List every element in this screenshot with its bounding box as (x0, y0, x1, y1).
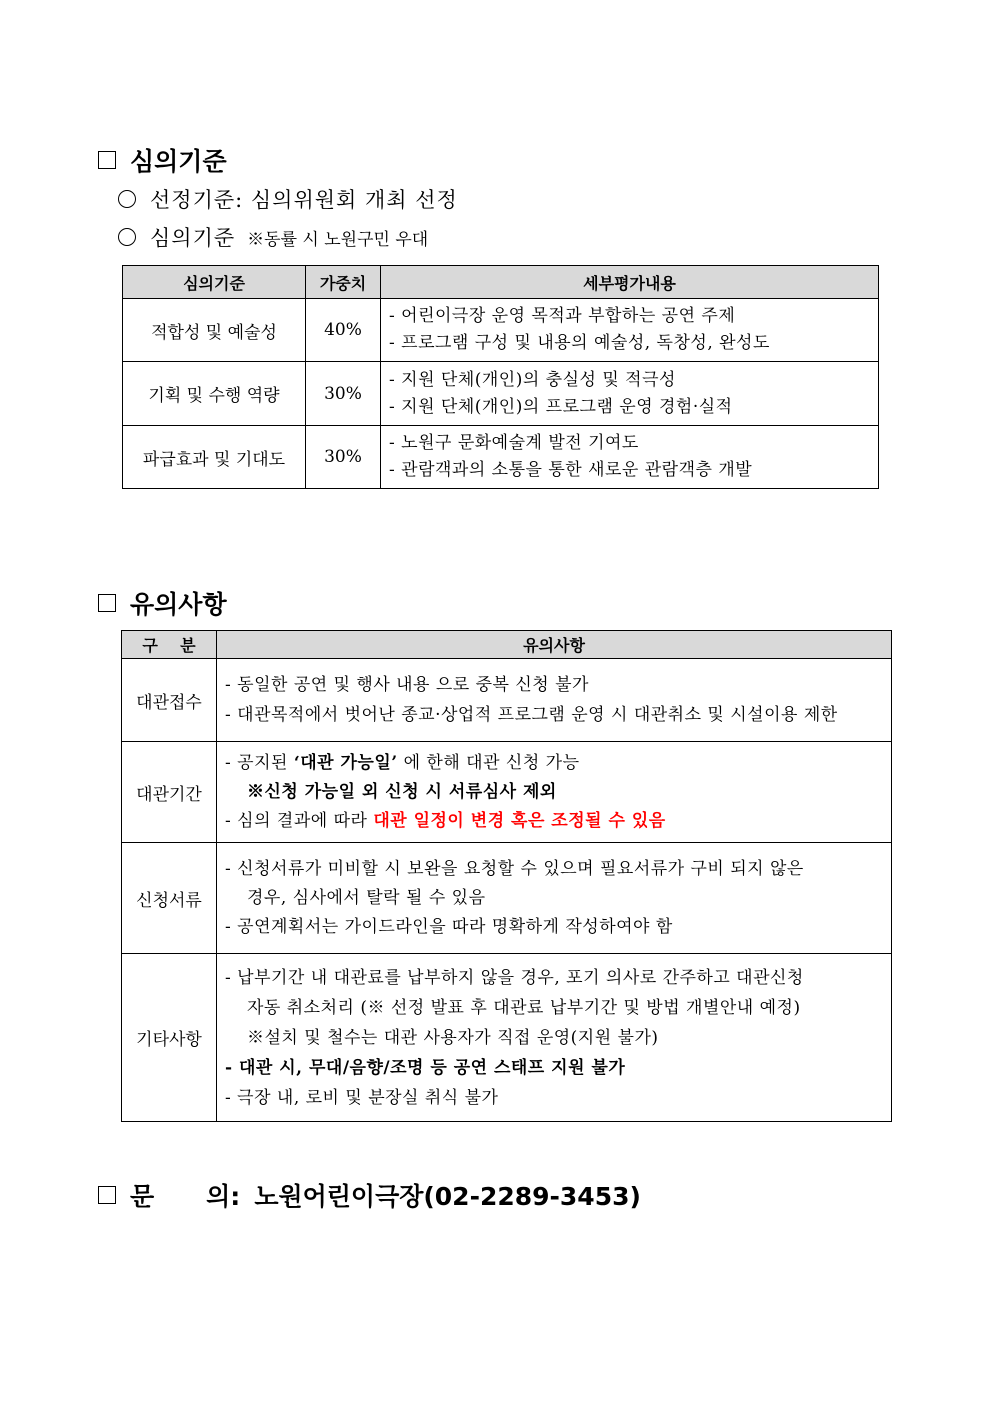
circle-bullet-icon (118, 190, 136, 208)
notice-line: - 대관목적에서 벗어난 종교·상업적 프로그램 운영 시 대관취소 및 시설이용 제한 (225, 705, 838, 725)
detail-line: - 지원 단체(개인)의 충실성 및 적극성 (389, 369, 676, 390)
criteria-bullet-1 (118, 184, 458, 214)
detail-line: - 어린이극장 운영 목적과 부합하는 공연 주제 (389, 306, 736, 326)
table-row (123, 426, 879, 489)
notice-text: 에 한해 대관 신청 가능 (397, 752, 580, 773)
category-cell: 기타사항 (122, 954, 217, 1122)
notice-details-cell (217, 954, 892, 1122)
detail-line: - 노원구 문화예술계 발전 기여도 (389, 433, 639, 453)
detail-line: - 프로그램 구성 및 내용의 예술성, 독창성, 완성도 (389, 333, 770, 353)
header-cell: 가중치 (306, 266, 381, 299)
criteria-table (122, 265, 879, 489)
table-row (123, 362, 879, 426)
notice-line: - 극장 내, 로비 및 분장실 취식 불가 (225, 1087, 499, 1108)
weight-cell: 30% (306, 362, 381, 426)
checkbox-icon (98, 151, 116, 169)
notice-text: - 공지된 (225, 752, 294, 773)
table-row (122, 954, 892, 1122)
notice-heading-text: 유의사항 (130, 590, 227, 619)
detail-line: - 관람객과의 소통을 통한 새로운 관람객층 개발 (389, 460, 753, 480)
table-row (122, 742, 892, 843)
category-cell: 신청서류 (122, 843, 217, 954)
details-cell (381, 426, 879, 489)
checkbox-icon (98, 594, 116, 612)
contact-label-b: 의: (206, 1182, 241, 1211)
category-cell: 대관접수 (122, 659, 217, 742)
notice-line: - 납부기간 내 대관료를 납부하지 않을 경우, 포기 의사로 간주하고 대관신청 (225, 967, 804, 988)
notice-heading (98, 585, 227, 621)
notice-line: 자동 취소처리 (※ 선정 발표 후 대관료 납부기간 및 방법 개별안내 예정) (247, 997, 801, 1018)
notice-line: - 공연계획서는 가이드라인을 따라 명확하게 작성하여야 함 (225, 916, 673, 937)
notice-details-cell (217, 742, 892, 843)
notice-line: 경우, 심사에서 탈락 될 수 있음 (247, 887, 486, 908)
notice-line (225, 807, 883, 836)
notice-bold-text: ‘대관 가능일’ (293, 752, 398, 773)
bullet-text: 심의기준 (150, 226, 236, 250)
bullet-note: ※동률 시 노원구민 우대 (247, 229, 429, 250)
criteria-bullet-2 (118, 222, 428, 252)
weight-cell: 40% (306, 299, 381, 362)
criteria-heading (98, 142, 227, 178)
header-cell: 유의사항 (217, 631, 892, 659)
contact-label-a: 문 (130, 1182, 155, 1211)
circle-bullet-icon (118, 228, 136, 246)
header-cell: 심의기준 (123, 266, 306, 299)
table-row (122, 843, 892, 954)
notice-details-cell (217, 659, 892, 742)
table-row (123, 299, 879, 362)
contact-heading (98, 1177, 641, 1213)
criteria-heading-text: 심의기준 (130, 147, 227, 176)
notice-details-cell (217, 843, 892, 954)
notice-line: - 동일한 공연 및 행사 내용 으로 중복 신청 불가 (225, 675, 589, 695)
notice-line: - 대관 시, 무대/음향/조명 등 공연 스태프 지원 불가 (225, 1057, 626, 1078)
header-cell: 세부평가내용 (381, 266, 879, 299)
notice-red-text: 대관 일정이 변경 혹은 조정될 수 있음 (373, 810, 666, 831)
notice-line: ※신청 가능일 외 신청 시 서류심사 제외 (247, 781, 557, 802)
table-row (122, 659, 892, 742)
table-header-row (122, 631, 892, 659)
details-cell (381, 299, 879, 362)
notice-line: - 신청서류가 미비할 시 보완을 요청할 수 있으며 필요서류가 구비 되지 않은 (225, 858, 804, 879)
header-cell: 구 분 (122, 631, 217, 659)
notice-line: ※설치 및 철수는 대관 사용자가 직접 운영(지원 불가) (247, 1027, 659, 1048)
notice-table (121, 630, 892, 1122)
criterion-cell: 기획 및 수행 역량 (123, 362, 306, 426)
notice-text: - 심의 결과에 따라 (225, 810, 374, 831)
weight-cell: 30% (306, 426, 381, 489)
criterion-cell: 적합성 및 예술성 (123, 299, 306, 362)
detail-line: - 지원 단체(개인)의 프로그램 운영 경험·실적 (389, 396, 733, 417)
category-cell: 대관기간 (122, 742, 217, 843)
contact-value: 노원어린이극장(02-2289-3453) (254, 1182, 641, 1211)
details-cell (381, 362, 879, 426)
table-header-row (123, 266, 879, 299)
checkbox-icon (98, 1186, 116, 1204)
bullet-text: 선정기준: 심의위원회 개최 선정 (150, 188, 458, 212)
notice-line (225, 749, 883, 778)
criterion-cell: 파급효과 및 기대도 (123, 426, 306, 489)
